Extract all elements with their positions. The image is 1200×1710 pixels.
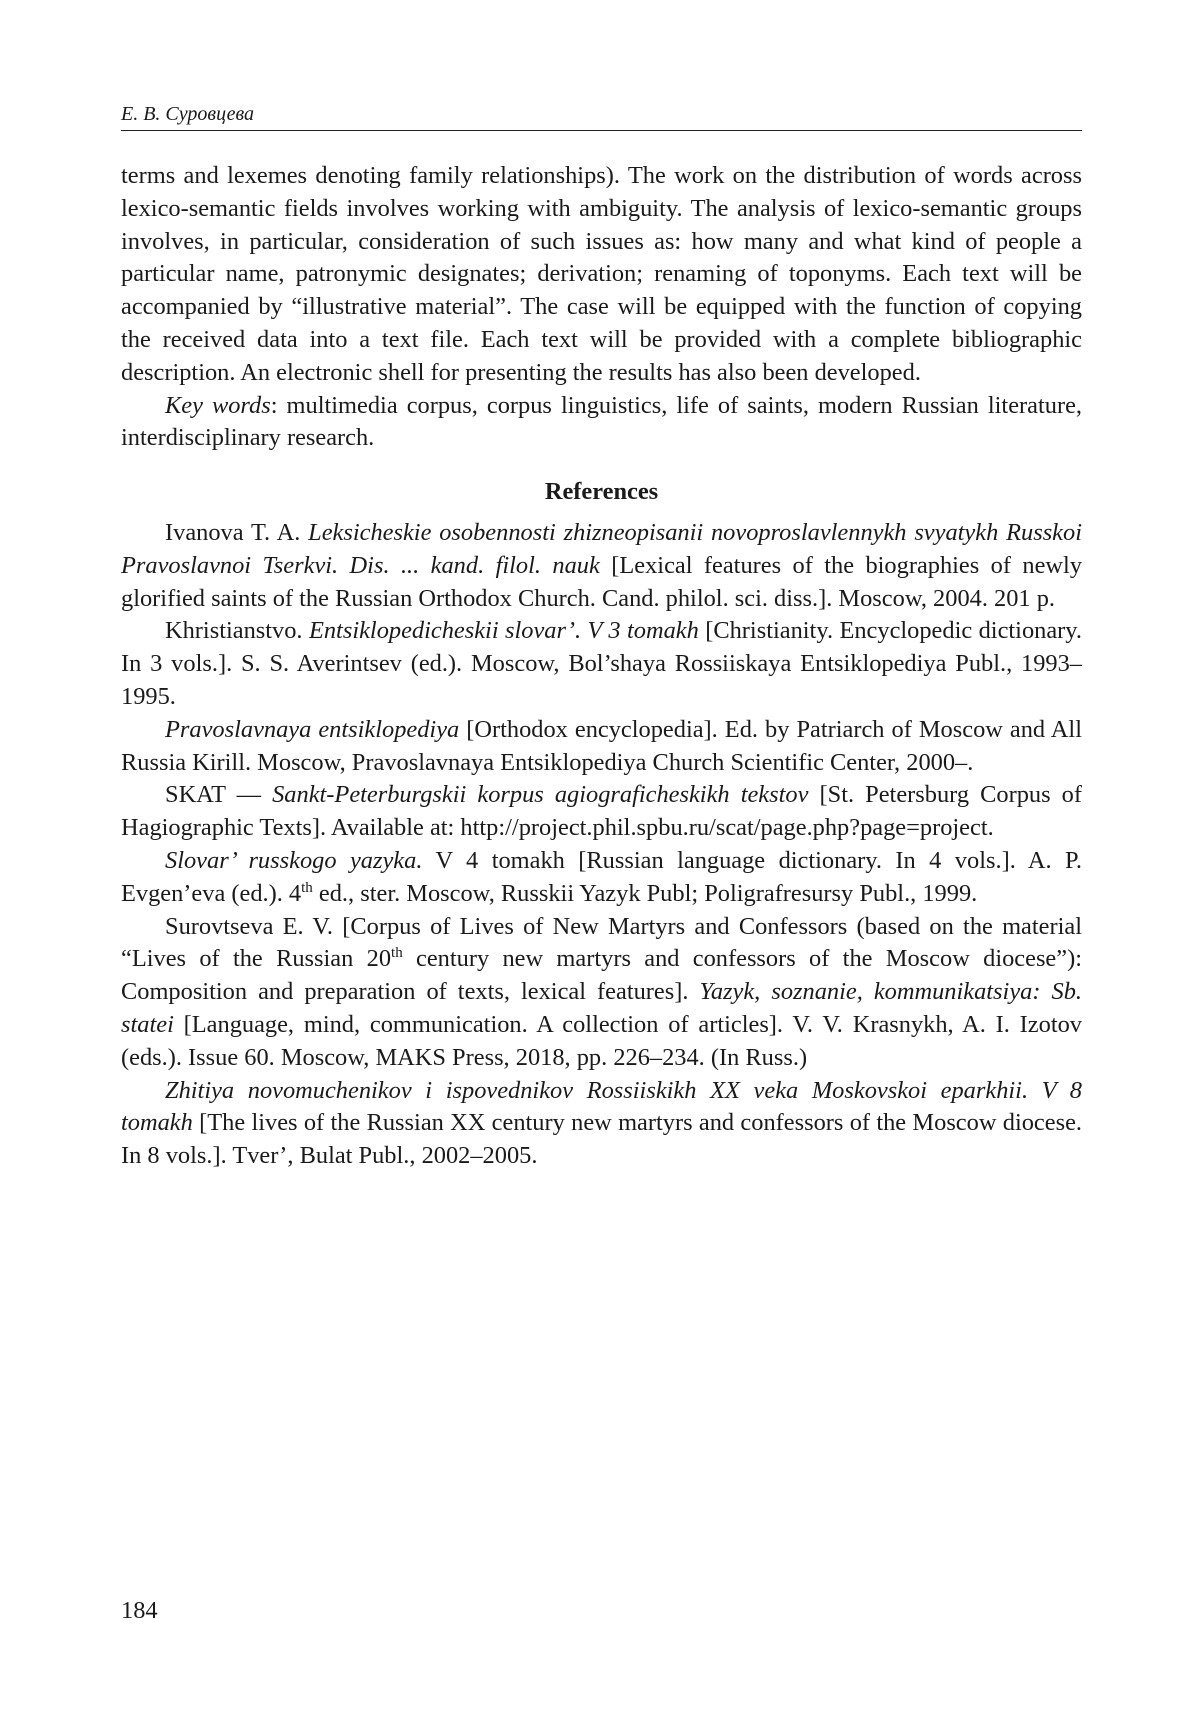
reference-item	[121, 845, 1082, 911]
reference-item	[121, 517, 1082, 615]
reference-details: [Language, mind, communication. A collection of articles]. V. V. Krasnykh, A. I. Izotov (eds.). Issue 60. Moscow, MAKS Press, 2018, pp. 226–234. (In Russ.)	[121, 1010, 1082, 1071]
reference-details-cont: ed., ster. Moscow, Russkii Yazyk Publ; Poligrafresursy Publ., 1999.	[312, 879, 978, 907]
reference-title: Leksicheskie osobennosti zhizneopisanii novoproslavlennykh svyatykh Russkoi Pravoslavnoi Tserkvi. Dis. ... kand. filol. nauk	[121, 518, 1082, 579]
reference-title: Yazyk, soznanie, kommunikatsiya: Sb. statei	[121, 978, 1082, 1038]
reference-details: [The lives of the Russian XX century new martyrs and confessors of the Moscow diocese. In 8 vols.]. Tver’, Bulat Publ., 2002–2005.	[121, 1109, 1082, 1170]
reference-lead: Surovtseva E. V. [Corpus of Lives of New Martyrs and Confessors (based on the material “Lives of the Russian 20	[121, 912, 1082, 973]
reference-details: [Lexical features of the biographies of newly glorified saints of the Russian Orthodox Church. Cand. philol. sci. diss.]. Moscow, 2004. 201 p.	[121, 551, 1083, 612]
page-number: 184	[121, 1597, 158, 1624]
article-body	[121, 160, 1082, 1173]
reference-title: Pravoslavnaya entsiklopediya	[165, 715, 460, 743]
reference-lead: SKAT —	[165, 781, 273, 809]
keywords-label: Key words	[165, 391, 271, 419]
ordinal-superscript: th	[301, 879, 313, 896]
reference-item	[121, 714, 1082, 780]
reference-title: Sankt-Peterburgskii korpus agiograficheskikh tekstov	[272, 781, 809, 809]
reference-details: [Christianity. Encyclopedic dictionary. In 3 vols.]. S. S. Averintsev (ed.). Moscow, Bol’shaya Rossiiskaya Entsiklopediya Publ., 1993–1995.	[121, 617, 1082, 710]
reference-item	[121, 779, 1082, 845]
reference-details: V 4 tomakh [Russian language dictionary. In 4 vols.]. A. P. Evgen’eva (ed.). 4	[121, 846, 1082, 907]
reference-lead: Khristianstvo.	[165, 617, 309, 645]
reference-title: Zhitiya novomuchenikov i ispovednikov Rossiiskikh XX veka Moskovskoi eparkhii. V 8 tomakh	[121, 1076, 1082, 1137]
references-heading: References	[544, 478, 659, 506]
reference-lead: Ivanova T. A.	[165, 518, 309, 546]
reference-title: Slovar’ russkogo yazyka.	[165, 846, 423, 874]
reference-item	[121, 1075, 1082, 1173]
reference-details: [Orthodox encyclopedia]. Ed. by Patriarch of Moscow and All Russia Kirill. Moscow, Pravoslavnaya Entsiklopediya Church Scientific Center, 2000–.	[121, 715, 1082, 776]
keywords-paragraph	[121, 390, 1082, 456]
running-head: Е. В. Суровцева	[121, 100, 1082, 131]
abstract-paragraph: terms and lexemes denoting family relationships). The work on the distribution of words across lexico-semantic fields involves working with ambiguity. The analysis of lexico-semantic groups involves, in particular, consideration of such issues as: how many and what kind of people a particular name, patronymic designates; derivation; renaming of toponyms. Each text will be accompanied by “illustrative material”. The case will be equipped with the function of copying the received data into a text file. Each text will be provided with a complete bibliographic description. An electronic shell for presenting the results has also been developed.	[121, 162, 1082, 386]
reference-lead-cont: century new martyrs and confessors of the Moscow diocese”): Composition and preparation of texts, lexical features].	[121, 945, 1082, 1006]
keywords-text: : multimedia corpus, corpus linguistics, life of saints, modern Russian literature, interdisciplinary research.	[121, 391, 1082, 452]
reference-details: [St. Petersburg Corpus of Hagiographic Texts]. Available at: http://project.phil.spbu.ru/scat/page.php?page=project.	[121, 781, 1082, 842]
reference-title: Entsiklopedicheskii slovar’. V 3 tomakh	[308, 617, 699, 645]
reference-item	[121, 911, 1082, 1075]
reference-item	[121, 615, 1082, 713]
ordinal-superscript: th	[391, 945, 403, 962]
